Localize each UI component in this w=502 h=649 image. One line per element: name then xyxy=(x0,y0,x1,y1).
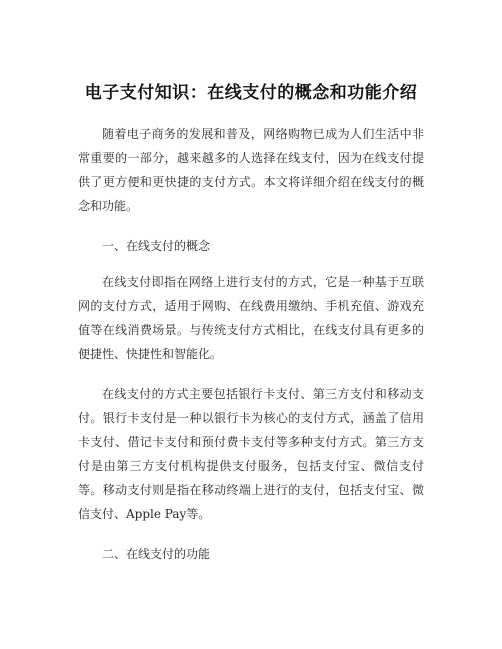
section-heading-1: 一、在线支付的概念 xyxy=(102,239,211,253)
document-body xyxy=(78,122,424,578)
section-heading-2: 二、在线支付的功能 xyxy=(102,547,211,561)
methods-paragraph: 在线支付的方式主要包括银行卡支付、第三方支付和移动支付。银行卡支付是一种以银行卡为核心的支付方式，涵盖了信用卡支付、借记卡支付和预付费卡支付等多种支付方式。第三方支付是由第三方支付机构提供支付服务，包括支付宝、微信支付等。移动支付则是指在移动终端上进行的支付，包括支付宝、微信支付、Apple Pay等。 xyxy=(78,387,424,521)
intro-paragraph: 随着电子商务的发展和普及，网络购物已成为人们生活中非常重要的一部分，越来越多的人选择在线支付，因为在线支付提供了更方便和更快捷的支付方式。本文将详细介绍在线支付的概念和功能。 xyxy=(78,127,424,213)
concept-paragraph: 在线支付即指在网络上进行支付的方式，它是一种基于互联网的支付方式，适用于网购、在线费用缴纳、手机充值、游戏充值等在线消费场景。与传统支付方式相比，在线支付具有更多的便捷性、快捷性和智能化。 xyxy=(78,275,424,361)
document-title: 电子支付知识：在线支付的概念和功能介绍 xyxy=(84,83,418,103)
